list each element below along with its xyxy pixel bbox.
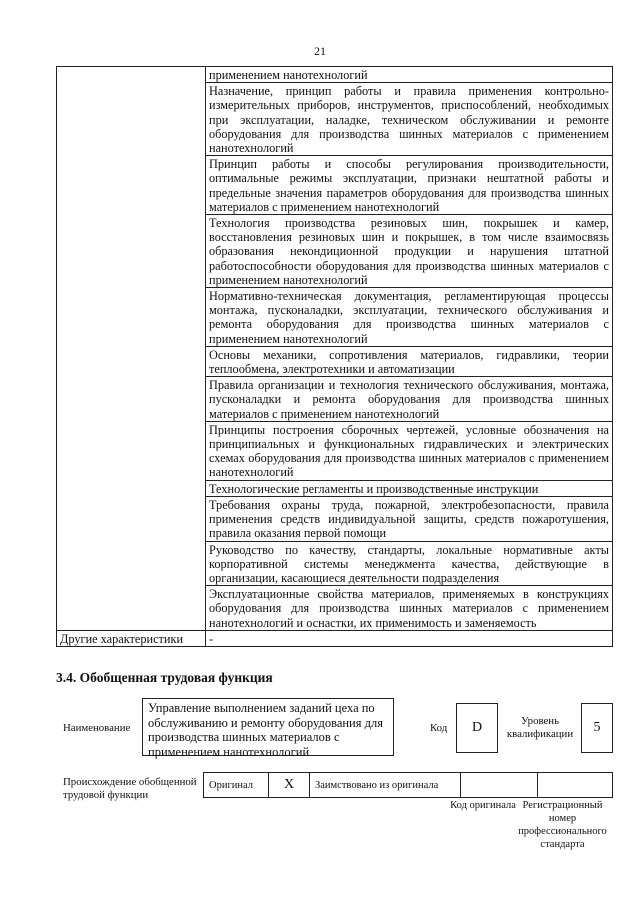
requirement-cell: Эксплуатационные свойства материалов, применяемых в конструкциях оборудования для производства шинных материалов с применением нанотехнологий и оснастки, их применимость и заменяемость: [206, 586, 613, 631]
requirement-cell: Технология производства резиновых шин, покрышек и камер, восстановления резиновых шин и покрышек, в том числе взаимосвязь образования некондиционной продукции и нарушения штатной работоспособности оборудования для производства шинных материалов с применением нанотехнологий: [206, 215, 613, 288]
table-row: [57, 67, 613, 83]
requirement-cell: Правила организации и технология технического обслуживания, монтажа, пусконаладки и ремонта оборудования для производства шинных материалов с применением нанотехнологий: [206, 377, 613, 422]
registration-number-cell: [538, 773, 613, 798]
origin-label: Происхождение обобщенной трудовой функции: [63, 776, 197, 801]
qualification-level-label: Уровень квалификации: [506, 715, 574, 740]
requirement-cell: Требования охраны труда, пожарной, электробезопасности, правила применения средств индивидуальной защиты, средств пожаротушения, правила оказания первой помощи: [206, 496, 613, 541]
other-characteristics-value: -: [206, 630, 613, 646]
original-mark-cell: X: [269, 773, 310, 798]
requirement-cell: Нормативно-техническая документация, регламентирующая процессы монтажа, пусконаладки, эксплуатации, технического обслуживания и ремонта оборудования для производства шинных материалов с применением нанотехнологий: [206, 288, 613, 347]
name-label: Наименование: [63, 722, 131, 734]
table-row: [204, 773, 613, 798]
borrowed-cell: Заимствовано из оригинала: [310, 773, 461, 798]
function-name-box: Управление выполнением заданий цеха по обслуживанию и ремонту оборудования для производства шинных материалов с применением нанотехнологий: [142, 698, 394, 756]
requirement-cell: Технологические регламенты и производственные инструкции: [206, 480, 613, 496]
page-number: 21: [314, 44, 326, 58]
code-label: Код: [430, 722, 448, 734]
code-original-caption: Код оригинала: [450, 800, 516, 811]
table-row: [57, 630, 613, 646]
other-characteristics-label: Другие характеристики: [57, 630, 206, 646]
requirement-cell: Основы механики, сопротивления материалов, гидравлики, теории теплообмена, электротехники и автоматизации: [206, 346, 613, 376]
original-cell: Оригинал: [204, 773, 269, 798]
table-left-cell: [57, 67, 206, 631]
registration-number-caption: Регистрационный номер профессионального стандарта: [518, 800, 607, 850]
requirement-cell: применением нанотехнологий: [206, 67, 613, 83]
origin-table: [203, 772, 613, 798]
requirement-cell: Назначение, принцип работы и правила применения контрольно-измерительных приборов, инструментов, приспособлений, необходимых при эксплуатации, наладке, техническом обслуживании и ремонте оборудования для производства шинных материалов с применением нанотехнологий: [206, 83, 613, 156]
qualification-level-box: 5: [581, 703, 613, 753]
original-code-cell: [461, 773, 538, 798]
requirement-cell: Принцип работы и способы регулирования производительности, оптимальные режимы эксплуатации, признаки нештатной работы и предельные значения параметров оборудования для производства шинных материалов с применением нанотехнологий: [206, 156, 613, 215]
section-title: 3.4. Обобщенная трудовая функция: [56, 670, 273, 685]
requirement-cell: Принципы построения сборочных чертежей, условные обозначения на принципиальных и функциональных гидравлических и электрических схемах оборудования для производства шинных материалов с применением нанотехнологий: [206, 421, 613, 480]
code-value-box: D: [456, 703, 498, 753]
requirements-table: [56, 66, 613, 647]
requirement-cell: Руководство по качеству, стандарты, локальные нормативные акты корпоративной системы менеджмента качества, действующие в организации, касающиеся деятельности подразделения: [206, 541, 613, 586]
